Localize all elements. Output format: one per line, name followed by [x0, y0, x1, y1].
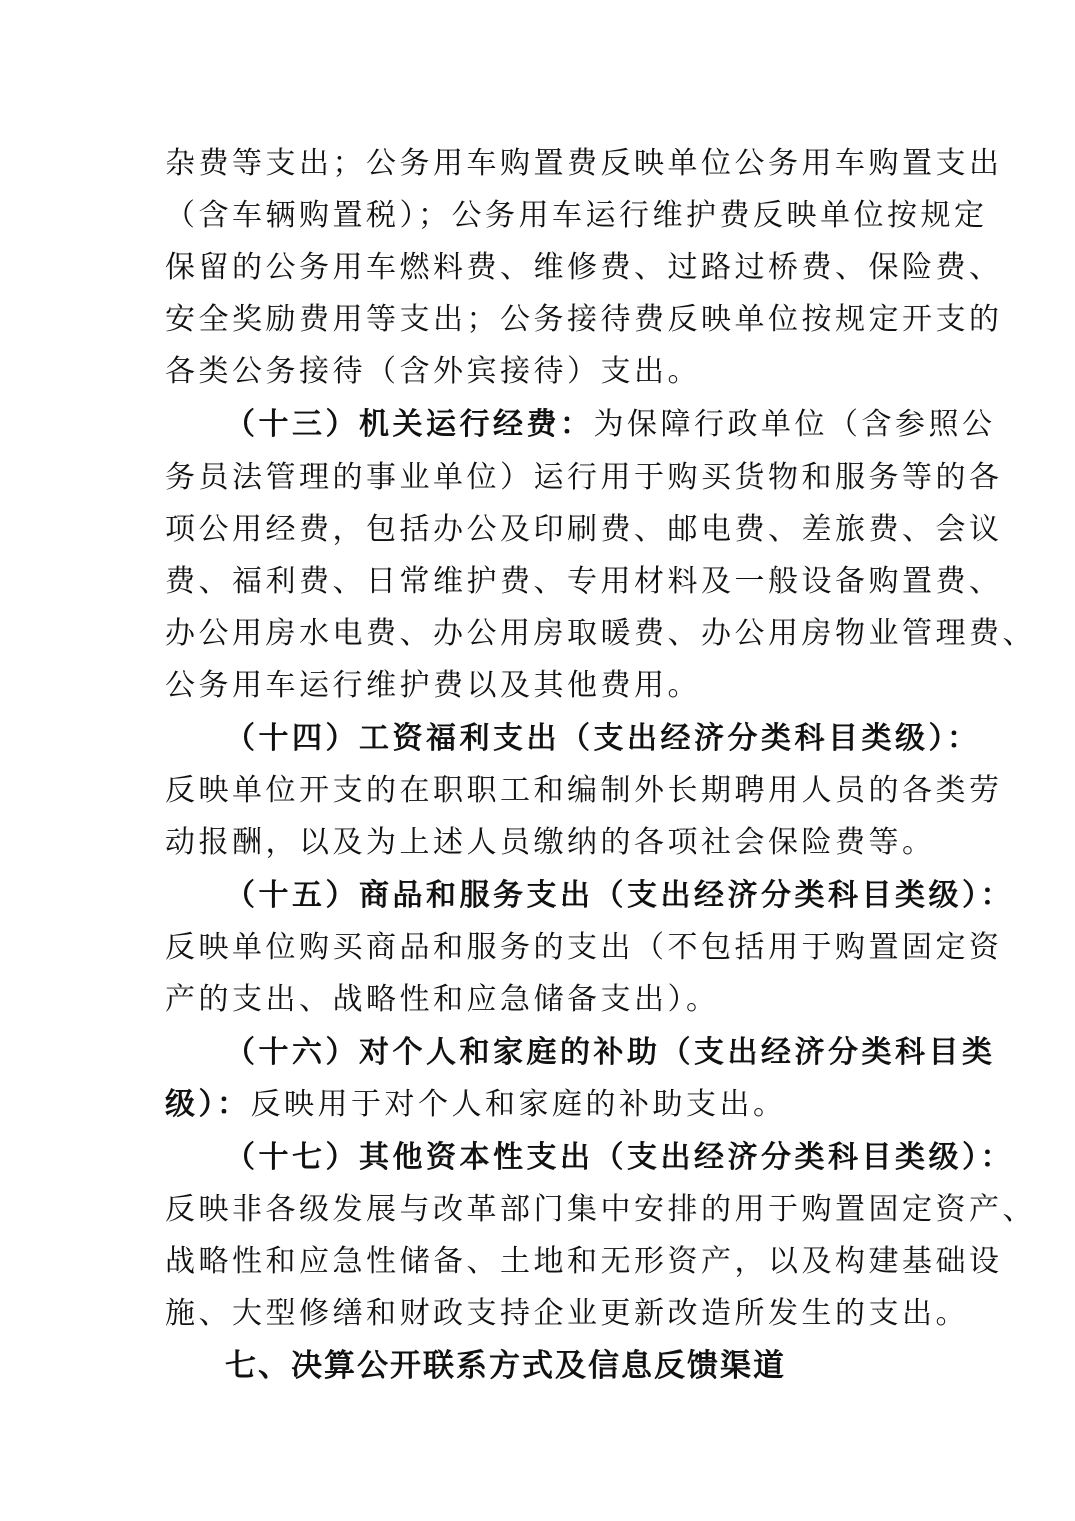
line-text: 杂费等支出；公务用车购置费反映单位公务用车购置支出: [165, 146, 1003, 181]
paragraph-first-line: [225, 398, 996, 452]
body-line: [165, 1287, 969, 1341]
line-text: 动报酬，以及为上述人员缴纳的各项社会保险费等。: [165, 825, 936, 860]
body-line: [165, 451, 1003, 505]
paragraph-first-line: [225, 869, 1014, 923]
line-text: 反映用于对个人和家庭的补助支出。: [250, 1087, 787, 1122]
item-label: （十三）机关运行经费：: [225, 407, 594, 442]
line-text: 反映单位购买商品和服务的支出（不包括用于购置固定资: [165, 930, 1003, 965]
paragraph-first-line: [225, 1131, 1014, 1185]
line-text: 项公用经费，包括办公及印刷费、邮电费、差旅费、会议: [165, 512, 1003, 547]
line-text: 施、大型修缮和财政支持企业更新改造所发生的支出。: [165, 1296, 969, 1331]
body-line: [165, 921, 1003, 975]
paragraph-first-line: [225, 1026, 996, 1080]
line-text: 保留的公务用车燃料费、维修费、过路过桥费、保险费、: [165, 250, 1003, 285]
line-text: 战略性和应急性储备、土地和无形资产，以及构建基础设: [165, 1244, 1003, 1279]
line-text: 费、福利费、日常维护费、专用材料及一般设备购置费、: [165, 564, 1003, 599]
body-line: [165, 607, 1036, 661]
body-line: [165, 293, 1003, 347]
item-label: （十五）商品和服务支出（支出经济分类科目类级）：: [225, 878, 1014, 913]
body-line: [165, 764, 1003, 818]
body-line: [165, 1078, 925, 1132]
body-line: [165, 241, 1003, 295]
line-text: 为保障行政单位（含参照公: [593, 407, 996, 442]
section-heading: 七、决算公开联系方式及信息反馈渠道: [225, 1348, 786, 1384]
body-line: [165, 503, 1003, 557]
item-label: （十四）工资福利支出（支出经济分类科目类级）：: [225, 721, 981, 756]
line-text: 务员法管理的事业单位）运行用于购买货物和服务等的各: [165, 460, 1003, 495]
body-line: [165, 816, 936, 870]
line-text: 反映非各级发展与改革部门集中安排的用于购置固定资产、: [165, 1192, 1036, 1227]
body-line: [165, 1183, 1036, 1237]
body-line: [165, 137, 1003, 191]
line-text: 各类公务接待（含外宾接待）支出。: [165, 354, 701, 389]
paragraph-first-line: [225, 712, 985, 766]
line-text: 产的支出、战略性和应急储备支出）。: [165, 982, 720, 1017]
item-label: （十七）其他资本性支出（支出经济分类科目类级）：: [225, 1140, 1014, 1175]
body-line: [165, 189, 988, 243]
body-line: [165, 659, 925, 713]
body-line: [165, 345, 925, 399]
line-text: 反映单位开支的在职职工和编制外长期聘用人员的各类劳: [165, 773, 1003, 808]
body-line: [165, 1235, 1003, 1289]
body-line: [165, 555, 1003, 609]
body-line: [165, 973, 925, 1027]
line-text: 安全奖励费用等支出；公务接待费反映单位按规定开支的: [165, 302, 1003, 337]
item-label: 级）：: [165, 1087, 251, 1122]
line-text: 公务用车运行维护费以及其他费用。: [165, 668, 701, 703]
line-text: 办公用房水电费、办公用房取暖费、办公用房物业管理费、: [165, 616, 1036, 651]
line-text: （含车辆购置税）；公务用车运行维护费反映单位按规定: [165, 198, 988, 233]
item-label: （十六）对个人和家庭的补助（支出经济分类科目类: [225, 1035, 996, 1070]
